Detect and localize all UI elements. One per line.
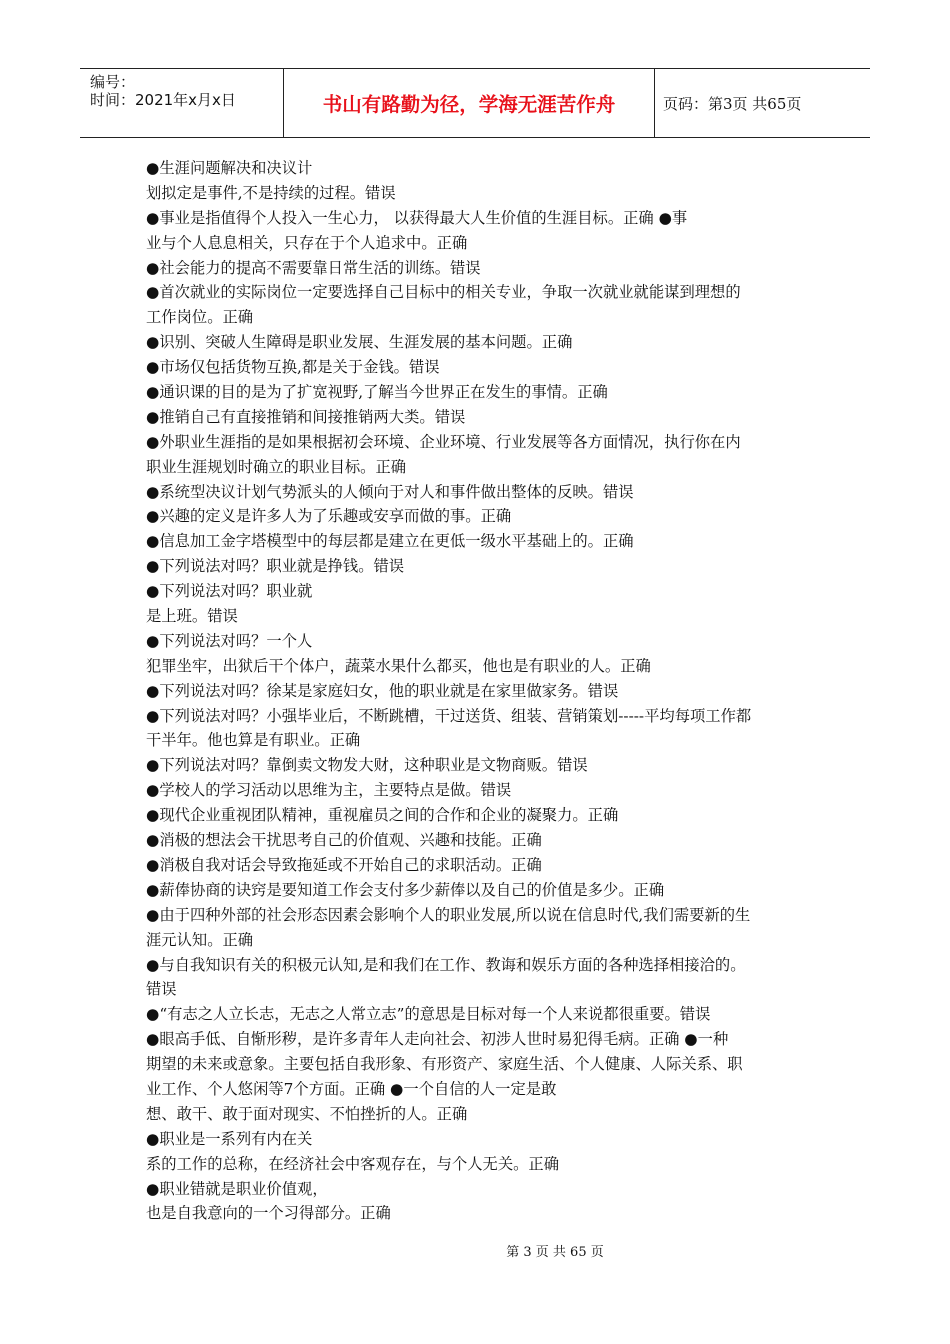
text-line: ●薪俸协商的诀窍是要知道工作会支付多少薪俸以及自己的价值是多少。正确 xyxy=(146,880,665,899)
text-line: 也是自我意向的一个习得部分。正确 xyxy=(146,1204,391,1223)
document-body xyxy=(146,156,811,1226)
text-line: ●系统型决议计划气势派头的人倾向于对人和事件做出整体的反映。错误 xyxy=(146,482,634,501)
text-line: 工作岗位。正确 xyxy=(146,308,254,327)
text-line: ●首次就业的实际岗位一定要选择自己目标中的相关专业，争取一次就业就能谋到理想的 xyxy=(146,283,741,302)
page-header xyxy=(80,68,870,138)
text-line: ●学校人的学习活动以思维为主，主要特点是做。错误 xyxy=(146,781,512,800)
text-line: ●消极的想法会干扰思考自己的价值观、兴趣和技能。正确 xyxy=(146,831,542,850)
text-line: ●现代企业重视团队精神，重视雇员之间的合作和企业的凝聚力。正确 xyxy=(146,806,619,825)
document-date-label: 时间：2021年x月x日 xyxy=(90,91,236,109)
text-line: 错误 xyxy=(146,980,177,999)
header-page-number: 页码：第3页 共65页 xyxy=(663,95,802,113)
text-line: ●通识课的目的是为了扩宽视野,了解当今世界正在发生的事情。正确 xyxy=(146,383,608,402)
text-line: 系的工作的总称，在经济社会中客观存在，与个人无关。正确 xyxy=(146,1154,560,1173)
text-line: ●生涯问题解决和决议计 xyxy=(146,159,313,177)
text-line: ●职业错就是职业价值观， xyxy=(146,1179,328,1198)
text-line: 干半年。他也算是有职业。正确 xyxy=(146,731,361,750)
document-number-label: 编号： xyxy=(90,73,136,91)
text-line: ●社会能力的提高不需要靠日常生活的训练。错误 xyxy=(146,258,481,277)
footer-page-number: 第 3 页 共 65 页 xyxy=(506,1245,604,1260)
text-line: ●下列说法对吗？一个人 xyxy=(146,631,313,650)
text-line: ●下列说法对吗？徐某是家庭妇女，他的职业就是在家里做家务。错误 xyxy=(146,681,619,700)
header-page-cell xyxy=(655,69,870,137)
text-line: ●眼高手低、自惭形秽，是许多青年人走向社会、初涉人世时易犯得毛病。正确 ●一种 xyxy=(146,1030,729,1049)
text-line: 业工作、个人悠闲等7个方面。正确 ●一个自信的人一定是敢 xyxy=(146,1079,557,1098)
text-line: 涯元认知。正确 xyxy=(146,930,254,949)
text-line: ●由于四种外部的社会形态因素会影响个人的职业发展,所以说在信息时代,我们需要新的生 xyxy=(146,905,751,924)
text-line: ●与自我知识有关的积极元认知,是和我们在工作、教诲和娱乐方面的各种选择相接洽的。 xyxy=(146,955,746,974)
text-line: ●事业是指值得个人投入一生心力， 以获得最大人生价值的生涯目标。正确 ●事 xyxy=(146,208,688,227)
page-footer xyxy=(0,1244,950,1262)
text-line: ●信息加工金字塔模型中的每层都是建立在更低一级水平基础上的。正确 xyxy=(146,532,634,551)
header-motto-cell xyxy=(284,69,655,137)
text-line: ●职业是一系列有内在关 xyxy=(146,1129,313,1148)
text-line: 犯罪坐牢，出狱后干个体户，蔬菜水果什么都买，他也是有职业的人。正确 xyxy=(146,656,651,675)
text-line: ●下列说法对吗？靠倒卖文物发大财，这种职业是文物商贩。错误 xyxy=(146,756,588,775)
text-line: 想、敢干、敢于面对现实、不怕挫折的人。正确 xyxy=(146,1104,468,1123)
text-line: 划拟定是事件,不是持续的过程。错误 xyxy=(146,183,396,202)
text-line: ●兴趣的定义是许多人为了乐趣或安享而做的事。正确 xyxy=(146,507,512,526)
text-line: 期望的未来或意象。主要包括自我形象、有形资产、家庭生活、个人健康、人际关系、职 xyxy=(146,1055,743,1074)
text-line: ●外职业生涯指的是如果根据初会环境、企业环境、行业发展等各方面情况，执行你在内 xyxy=(146,432,741,451)
text-line: ●市场仅包括货物互换,都是关于金钱。错误 xyxy=(146,358,440,377)
text-line: ●“有志之人立长志，无志之人常立志”的意思是目标对每一个人来说都很重要。错误 xyxy=(146,1005,711,1024)
header-meta-cell xyxy=(80,69,284,137)
text-line: ●下列说法对吗？职业就 xyxy=(146,582,313,601)
text-line: ●下列说法对吗？小强毕业后，不断跳槽，干过送货、组装、营销策划-----平均每项工作都 xyxy=(146,706,752,725)
text-line: 是上班。错误 xyxy=(146,607,238,626)
text-line: ●识别、突破人生障碍是职业发展、生涯发展的基本问题。正确 xyxy=(146,333,573,352)
text-line: 职业生涯规划时确立的职业目标。正确 xyxy=(146,457,407,476)
header-motto: 书山有路勤为径，学海无涯苦作舟 xyxy=(322,93,616,116)
text-line: ●推销自己有直接推销和间接推销两大类。错误 xyxy=(146,407,466,426)
text-line: 业与个人息息相关，只存在于个人追求中。正确 xyxy=(146,233,468,252)
text-line: ●消极自我对话会导致拖延或不开始自己的求职活动。正确 xyxy=(146,855,542,874)
text-line: ●下列说法对吗？职业就是挣钱。错误 xyxy=(146,557,405,576)
